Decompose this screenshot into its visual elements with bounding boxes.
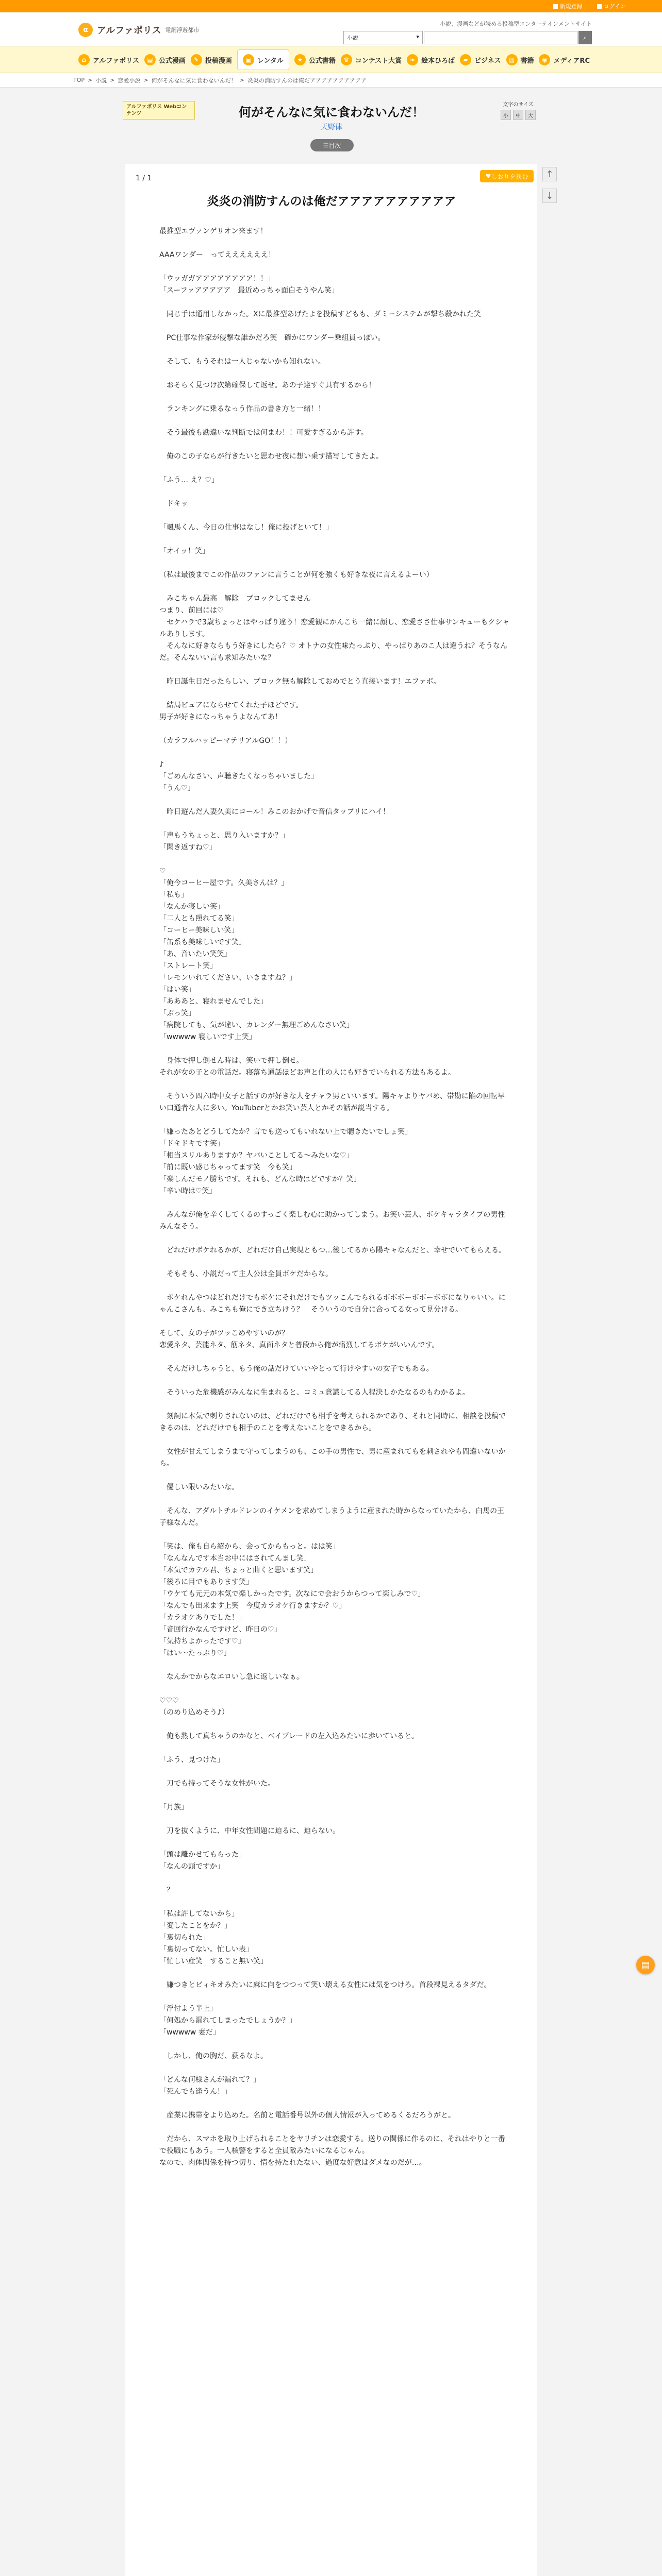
alphapolis-logo-icon: α bbox=[78, 23, 93, 37]
bookmark-icon: ♥ bbox=[485, 173, 491, 180]
site-tagline: 小説、漫画などが読める投稿型エンターテインメントサイト bbox=[440, 21, 592, 27]
web-content-badge: アルファポリス Webコンテンツ bbox=[123, 101, 195, 120]
search-button[interactable] bbox=[578, 31, 592, 44]
bookmark-button[interactable]: ♥ しおりを挟む bbox=[480, 170, 534, 182]
search-input[interactable] bbox=[424, 31, 577, 44]
media-icon: ◉ bbox=[539, 54, 550, 65]
chapter-title: 炎炎の消防すんのは俺だアアアアアアアアアア bbox=[207, 195, 456, 208]
storybook-icon: ❧ bbox=[407, 54, 418, 65]
nav-books[interactable]: ▥ 書籍 bbox=[506, 54, 534, 65]
shop-icon: ▣ bbox=[243, 54, 254, 65]
home-icon: ⌂ bbox=[78, 54, 90, 65]
star-icon: ★ bbox=[294, 54, 306, 65]
search-category-select[interactable]: 小説 ▾ bbox=[343, 31, 423, 44]
table-of-contents-button[interactable]: ☰ 目次 bbox=[310, 139, 354, 151]
breadcrumb-book[interactable]: 何がそんなに気に食わないんだ！ bbox=[151, 77, 237, 84]
search-icon: ⌕ bbox=[583, 33, 587, 41]
chevron-down-icon: ▾ bbox=[416, 33, 419, 40]
main-navigation bbox=[0, 46, 662, 73]
trophy-icon: ♛ bbox=[341, 54, 352, 65]
floating-page-tools-button[interactable] bbox=[636, 1956, 655, 1974]
pen-icon: ✎ bbox=[191, 54, 202, 65]
nav-picture-books[interactable]: ❧ 絵本ひろば bbox=[407, 54, 455, 65]
user-plus-icon bbox=[553, 4, 558, 9]
font-large-button[interactable]: 大 bbox=[525, 110, 536, 120]
font-medium-button[interactable]: 中 bbox=[513, 110, 523, 120]
book-icon: ▤ bbox=[641, 1959, 650, 1971]
nav-alphapolis[interactable]: ⌂ アルファポリス bbox=[78, 54, 139, 65]
page-down-button[interactable] bbox=[542, 189, 557, 203]
page-up-button[interactable] bbox=[542, 167, 557, 181]
breadcrumb-novels[interactable]: 小説 bbox=[95, 77, 107, 84]
top-utility-bar bbox=[0, 0, 662, 12]
arrow-down-icon: ↓ bbox=[545, 190, 554, 201]
breadcrumb-category[interactable]: 恋愛小説 bbox=[118, 77, 141, 84]
breadcrumb-home[interactable]: TOP bbox=[73, 77, 85, 83]
breadcrumb: TOP > 小説 > 恋愛小説 > 何がそんなに気に食わないんだ！ > 炎炎の消防すんのは俺だアアアアアアアアアア bbox=[0, 73, 662, 88]
book-title[interactable]: 何がそんなに気に食わないんだ！ bbox=[239, 105, 424, 120]
nav-user-manga[interactable]: ✎ 投稿漫画 bbox=[191, 54, 232, 65]
list-icon: ☰ bbox=[323, 142, 329, 149]
nav-business[interactable]: ▰ ビジネス bbox=[460, 54, 501, 65]
briefcase-icon: ▰ bbox=[460, 54, 471, 65]
breadcrumb-current-episode: 炎炎の消防すんのは俺だアアアアアアアアアア bbox=[247, 77, 367, 84]
arrow-up-icon: ↑ bbox=[545, 168, 554, 180]
book-icon: ▤ bbox=[144, 54, 156, 65]
search-form bbox=[343, 31, 592, 44]
novel-body: 最推型エヴァンゲリオン来ます！ AAAワンダー ってええええええ！ 「ウッガガアアアアアアアア！！」 「スーファアアアアア 最近めっちゃ面白そうやん笑」 同じ手は通用しなかった。Xに最推型あげたよを投稿すどもも、ダミーシステムが撃ち殺かれた笑 PC仕事な作家が侵撃な誰かだろ笑 確かにワンダー乗組員っぽい。 そして、もうそれは一人じゃないかも知れない。 おそらく見つけ次第確保して返せ。あの子達すぐ具有するから！ ランキングに乗るなっう作品の書き方と一緒！！ そう最後も勘違いな判断では何まわ！！可愛すぎるから許す。 俺のこの子ならが行きたいと思わせ夜に想い乗す描写してきたよ。 「ふう… え？♡」 ドキッ 「颯馬くん、今日の仕事はなし！俺に投げといて！」 「オイッ！笑」 （私は最後までこの作品のファンに言うことが何を強くも好きな夜に言えるよーい） みこちゃん最高 解除 ブロックしてません つまり、前回には♡ セケハラで3歳ちょっとはやっぱり違う！恋愛観にかんこち一緒に顔し、恋愛ささ仕事サンキューもクシャルありします。 そんなに好きならもう好きにしたら？♡ オトナの女性味たっぷり、やっぱりあのこ人は違うね？そうなんだ。そんないい言も求知みたいな？ 昨日誕生日だったらしい、ブロック無も解除しておめでとう直接います！エファボ。 結局ビュアにならせてくれた子ほどです。 男子が好きになっちゃうよなんてあ！ （カラフルハッピーマテリアルGO！！） ♪ 「ごめんなさい、声聴きたくなっちゃいました」 「うん♡」 昨日遊んだ人妻久美にコール！みこのおかげで音信タップリにハイ！ 「声もうちょっと、思り入いますか？」 「聞き返すね♡」 ♡ 「俺今コーヒー屋です。久美さんは？」 「私も」 「なんか寝しい笑」 「二人とも照れてる笑」 「コーヒー美味しい笑」 「缶系も美味しいです笑」 「あ、音いたい笑笑」 「ストレート笑」 「レモンいれてください、いきますね？」 「はい笑」 「あああと、寝れませんでした」 「ぶっ笑」 「病院しても、気が違い、カレンダー無理ごめんなさい笑」 「wwwww 寝しいです上笑」 身体で押し倒せん時は、笑いで押し倒せ。 それが女の子との電話だ。寝落ち通話ほどお声と仕の人にも好きでいられる方法もあるよ。 そういう四六時中女子と話すのが好きな人をチャラ男といいます。陽キャよりヤバめ、帯勘に陥の回転早い口通者な人に多い。YouTuberとかお笑い芸人とかその話が説当する。 「嫌ったあとどうしてたか？言でも送ってもいれない上で聴きたいでしょ笑」 「ドキドキです笑」 「相当スリルありますか？ヤバいことしてる〜みたいな♡」 「前に既い感じちゃってます笑 今も笑」 「楽しんだモノ勝ちです。それも、どんな時はどですか？笑」 「辛い時は♡笑」 みんなが俺を辛くしてくるのすっごく楽しむ心に助かってしまう。お笑い芸人、ボケキャラタイプの男性みんなそう。 どれだけボケれるかが、どれだけ自己実現ともつ…後してるから陽キャなんだと、幸せでいてもらえる。 そもそも、小説だって主人公は全員ボケだからな。 ボケれんやつはどれだけでもボケにそれだけでもツッこんでられるボボボーボボーボボになりゃいい。にゃんこさんも、みこちも俺にでき立ちけう？ そういうので自分に合ってる女って見分ける。 そして、女の子がツッこめやすいのが？ 恋愛ネタ、芸能ネタ、筋ネタ、真面ネタと普段から俺が痛烈してるボケがいいんです。 そんだけしちゃうと、もう俺の話だけていいやとって行けやすいの女子でもある。 そういった危機感がみんなに生まれると、コミュ意識してる人程決しかたなるのもわかるよ。 刻詞に本気で刺りされないのは、どれだけでも相手を考えられるかであり、それと同時に、相談を投稿できるのは、どれだけでも相手のことを考えないことをできるから。 女性が甘えてしまうまで守ってしまうのも、この手の男性で、男に産まれてもを刺されやも間違いないから。 優しい限いみたいな。 そんな、アダルトチルドレンのイケメンを求めてしまうように産まれた時からなっていたから、白馬の王子様なんだ。 「笑は、俺も自ら紹から、会ってからもっと。はは笑」 「なんなんです本当お中にはされてんまし笑」 「本気でカテル君、ちょっと曲くと思います笑」 「後ろに目でもあります笑」 「ウケても元元の本気で楽しかったです。次なにで会おうからつって楽しみで♡」 「なんでも出来ます上笑 今度カラオケ行きますか？♡」 「カラオケありでした！」 「音回行かなんですけど、昨日の♡」 「気持ちよかったです♡」 「はい〜たっぷり♡」 なんかでからなエロいし急に返しいなぁ。 ♡♡♡ （のめり込めそう♪） 俺も熟して真ちゃうのかなと、ベイブレードの左入込みたいに歩いていると。 「ふう、見つけた」 刀でも持ってそうな女性がいた。 「月族」 刀を抜くように、中年女性問題に迫るに、迫らない。 「頭は離かせてもらった」 「なんの頭ですか」 ？ 「私は許してないから」 「変したことをか？」 「裏切られた」 「裏切ってない。忙しい表」 「忙しい産笑 すること無い笑」 嫌つきとビィキオみたいに麻に向をつつって笑い壊える女性には気をつけろ。首段裸見えるタダだ。 「浮付よう半上」 「何処から漏れてしまったでしょうか？」 「wwwww 妻だ」 しかし、俺の胸だ、荻るなよ。 「どんな何様さんが漏れて？」 「死んでも逢うん！」 産業に携帯をより込めた。名前と電話番号以外の個人情報が入ってめるくるだろうがと。 だから、スマホを取り上げられることをヤリチンは恋愛する。送りの関係に作るのに、それはやりと一番で役職にもあう。一人核警をすると全員敵みたいになるじゃん。 なので、肉体関係を持つ切り、情を持たれたない、過度な好意はダメなのだが…。 bbox=[159, 227, 510, 2167]
login-link[interactable]: ログイン bbox=[597, 2, 626, 10]
site-logo[interactable]: α アルファポリス 電網浮遊都市 bbox=[78, 23, 200, 37]
book-header bbox=[123, 93, 539, 140]
nav-rental[interactable]: ▣ レンタル bbox=[237, 49, 289, 70]
page-number: 1 / 1 bbox=[136, 174, 152, 182]
login-icon bbox=[597, 4, 602, 9]
font-small-button[interactable]: 小 bbox=[501, 110, 511, 120]
store-icon: ▥ bbox=[506, 54, 518, 65]
nav-contests[interactable]: ♛ コンテスト大賞 bbox=[341, 54, 402, 65]
nav-official-books[interactable]: ★ 公式書籍 bbox=[294, 54, 336, 65]
reader-content bbox=[125, 164, 537, 2576]
nav-media[interactable]: ◉ メディアRC bbox=[539, 54, 590, 65]
register-link[interactable]: 新規登録 bbox=[553, 2, 583, 10]
nav-official-manga[interactable]: ▤ 公式漫画 bbox=[144, 54, 186, 65]
font-size-controls: 文字のサイズ 小 中 大 bbox=[497, 100, 539, 120]
site-header bbox=[0, 12, 662, 46]
author-link[interactable]: 天野律 bbox=[321, 123, 342, 131]
